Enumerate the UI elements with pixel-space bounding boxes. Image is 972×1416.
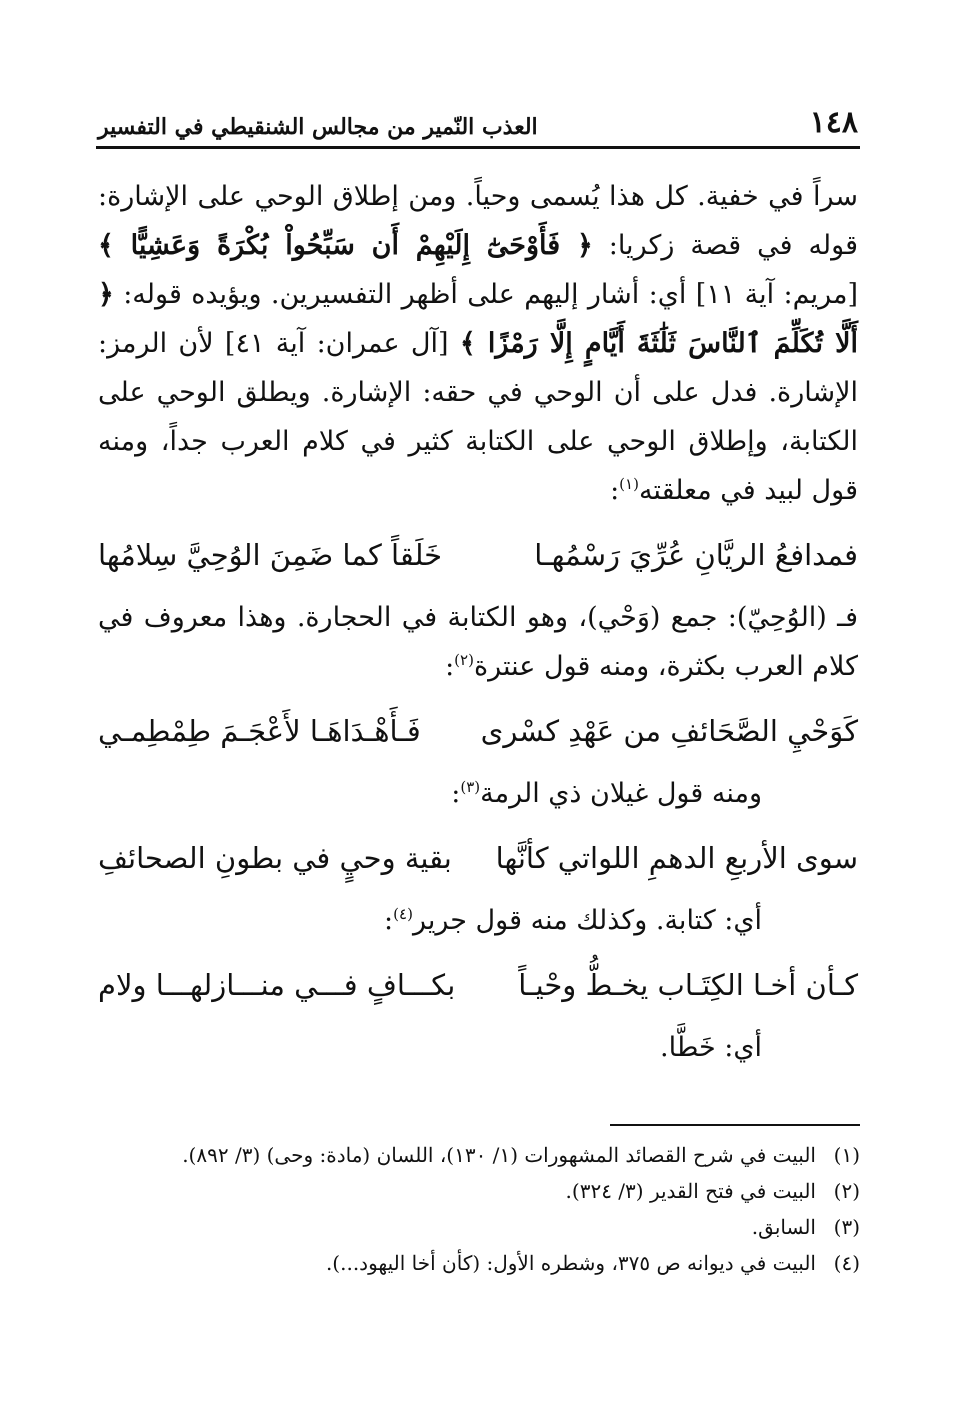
paragraph-1-text-c: [آل عمران: آية ٤١] لأن الرمز: الإشارة. فدل على أن الوحي في حقه: الإشارة. ويطلق الوحي على الكتابة، وإطلاق الوحي على الكتابة كثير في كلام العرب جداً، ومنه قول لبيد في معلقته (98, 328, 858, 506)
footnote-text: السابق. (751, 1215, 816, 1239)
paragraph-1 (98, 172, 858, 515)
paragraph-4-end: : (384, 905, 394, 936)
verse-2 (98, 707, 858, 755)
header-rule (96, 146, 860, 149)
paragraph-1-text-a: سراً في خفية. كل هذا يُسمى وحياً. ومن إطلاق الوحي على الإشارة: قوله في قصة زكريا: (98, 181, 858, 261)
verse-1 (98, 531, 858, 579)
paragraph-3 (98, 769, 858, 818)
paragraph-3-text: ومنه قول غيلان ذي الرمة (480, 778, 762, 809)
footnote-ref-3[interactable]: (٣) (460, 778, 481, 796)
paragraph-4 (98, 896, 858, 945)
footnotes (98, 1136, 860, 1282)
quran-quote-al-imran: ﴿ أَلَّا تُكَلِّمَ ٱلنَّاسَ ثَلَٰثَةَ أَيَّامٍ إِلَّا رَمْزًا ﴾ (98, 279, 858, 359)
footnote-number: (٢) (833, 1179, 860, 1203)
paragraph-3-end: : (451, 778, 461, 809)
paragraph-4-text: أي: كتابة. وكذلك منه قول جرير (412, 905, 762, 936)
running-header (98, 98, 858, 140)
verse-4-second-hemistich: بكـــافٍ فـــي منـــازلهـــا ولام (98, 968, 456, 1002)
verse-3-first-hemistich: سوى الأربعِ الدهمِ اللواتي كأنَّها (495, 841, 858, 875)
footnote-text: البيت في شرح القصائد المشهورات (١/ ١٣٠)، اللسان (مادة: وحى) (٣/ ٨٩٢). (182, 1143, 816, 1167)
footnote-2 (98, 1174, 860, 1208)
footnote-number: (٣) (833, 1215, 860, 1239)
paragraph-1-text-b: [مريم: آية ١١] أي: أشار إليهم على أظهر التفسيرين. ويؤيده قوله: (113, 279, 858, 310)
footnote-number: (١) (833, 1143, 860, 1167)
main-text (98, 172, 858, 1072)
verse-4 (98, 961, 858, 1009)
verse-1-first-hemistich: فمدافعُ الريَّانِ عُرِّيَ رَسْمُهـا (534, 538, 858, 572)
paragraph-2-text: فـ (الوُحِيّ): جمع (وَحْي)، وهو الكتابة في الحجارة. وهذا معروف في كلام العرب بكثرة، ومنه قول عنترة (98, 602, 858, 682)
footnote-ref-1[interactable]: (١) (619, 475, 639, 493)
paragraph-2-end: : (445, 651, 455, 682)
page-number: ١٤٨ (809, 105, 858, 140)
footnote-ref-2[interactable]: (٢) (454, 651, 474, 669)
verse-2-first-hemistich: كَوَحْيِ الصَّحَائفِ من عَهْدِ كسْرى (480, 714, 858, 748)
paragraph-2 (98, 593, 858, 691)
footnote-number: (٤) (833, 1251, 860, 1275)
verse-1-second-hemistich: خَلَقاً كما ضَمِنَ الوُحِيَّ سِلامُها (98, 538, 443, 572)
verse-2-second-hemistich: فَـأَهْـدَاهَـا لأَعْجَـمَ طِمْطِمـي (98, 714, 421, 748)
footnote-3 (98, 1210, 860, 1244)
footnote-text: البيت في ديوانه ص ٣٧٥، وشطره الأول: (كأن أخا اليهود...). (325, 1251, 816, 1275)
quran-quote-maryam: ﴿ فَأَوْحَىٰٓ إِلَيْهِمْ أَن سَبِّحُواْ بُكْرَةً وَعَشِيًّا ﴾ (98, 230, 593, 261)
paragraph-5 (98, 1023, 858, 1072)
footnote-4 (98, 1246, 860, 1280)
footnote-text: البيت في فتح القدير (٣/ ٣٢٤). (565, 1179, 816, 1203)
verse-4-first-hemistich: كـأن أخـا الكِتَـاب يخـطُّ وحْيـاً (518, 968, 858, 1002)
paragraph-5-text: أي: خَطَّا. (660, 1032, 762, 1063)
footnote-1 (98, 1138, 860, 1172)
verse-3-second-hemistich: بقية وحيٍ في بطونِ الصحائفِ (98, 841, 452, 875)
footnote-separator (610, 1124, 860, 1126)
footnote-ref-4[interactable]: (٤) (393, 905, 413, 923)
paragraph-1-end: : (610, 475, 620, 506)
running-title: العذب النّمير من مجالس الشنقيطي في التفسير (98, 114, 538, 140)
verse-3 (98, 834, 858, 882)
